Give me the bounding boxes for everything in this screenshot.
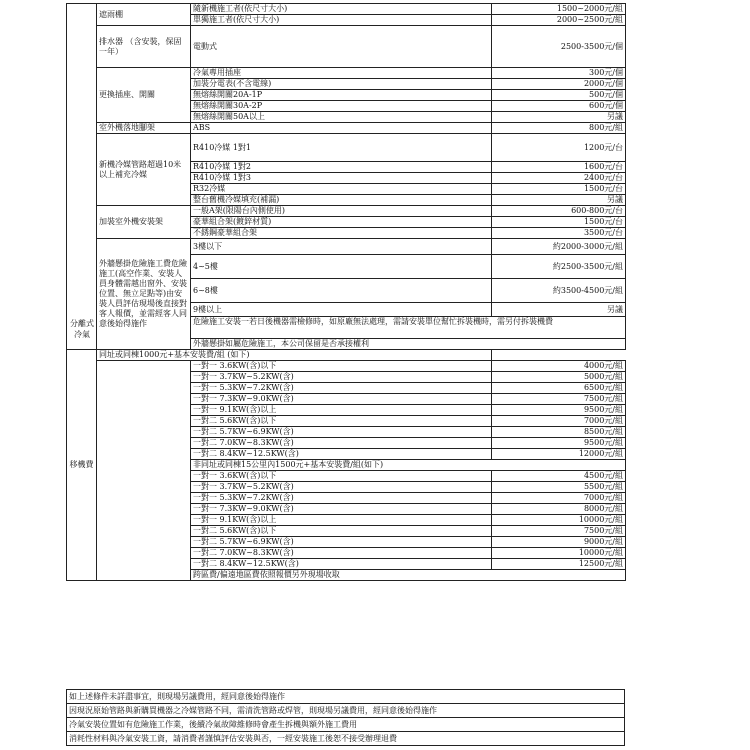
relocation-price: 12500元/組: [492, 559, 626, 570]
socket-item: 無熔絲開關30A-2P: [191, 101, 492, 112]
relocation-price: 8000元/組: [492, 504, 626, 515]
relocation-header-other: 非同址或同棟15公里內1500元+基本安裝費/組(如下): [191, 460, 626, 471]
hazard-item: 9樓以上: [191, 303, 492, 317]
shade-price: 1500~2000元/組: [492, 4, 626, 15]
socket-price: 300元/個: [492, 68, 626, 79]
refrigerant-price: 1200元/台: [492, 134, 626, 162]
relocation-price: 7500元/組: [492, 394, 626, 405]
relocation-price: 5000元/組: [492, 372, 626, 383]
relocation-item: 一對二 5.6KW(含)以下: [191, 416, 492, 427]
relocation-item: 一對二 7.0KW~8.3KW(含): [191, 548, 492, 559]
refrigerant-item: R32冷媒: [191, 184, 492, 195]
relocation-price: 4000元/組: [492, 361, 626, 372]
shade-price: 2000~2500元/組: [492, 15, 626, 26]
relocation-item: 一對一 9.1KW(含)以上: [191, 405, 492, 416]
hazard-price: 約2500-3500元/組: [492, 255, 626, 279]
note-line: 冷氣安裝位置如有危險施工作業，後續冷氣故障維修時會產生拆機與額外施工費用: [67, 718, 625, 732]
section-blank-top: [67, 4, 97, 350]
relocation-item: 一對二 5.6KW(含)以下: [191, 526, 492, 537]
refrigerant-price: 另議: [492, 195, 626, 206]
relocation-item: 一對一 3.7KW~5.2KW(含): [191, 372, 492, 383]
drain-label: 排水器 （含安裝，保固一年）: [97, 26, 191, 68]
socket-price: 2000元/個: [492, 79, 626, 90]
relocation-item: 一對二 8.4KW~12.5KW(含): [191, 559, 492, 570]
hazard-item: 6~8樓: [191, 279, 492, 303]
relocation-item: 一對一 3.6KW(含)以下: [191, 471, 492, 482]
drain-item: 電動式: [191, 26, 492, 68]
note-line: 消耗性材料與冷氣安裝工資，請消費者謹慎評估安裝與否，一經安裝施工後恕不接受辦理退費: [67, 732, 625, 746]
relocation-item: 一對一 3.7KW~5.2KW(含): [191, 482, 492, 493]
refrigerant-label: 新機冷媒管路超過10米以上補充冷媒: [97, 134, 191, 206]
relocation-price: 6500元/組: [492, 383, 626, 394]
bracket-price: 600-800元/台: [492, 206, 626, 217]
relocation-item: 一對二 5.7KW~6.9KW(含): [191, 537, 492, 548]
hazard-note-1b: [191, 328, 626, 339]
socket-item: 冷氣專用插座: [191, 68, 492, 79]
bracket-item: 不銹鋼豪華組合架: [191, 228, 492, 239]
refrigerant-item: R410冷媒 1對3: [191, 173, 492, 184]
hazard-price: 約2000-3000元/組: [492, 239, 626, 255]
socket-item: 無熔絲開關20A-1P: [191, 90, 492, 101]
refrigerant-price: 2400元/台: [492, 173, 626, 184]
relocation-item: 一對二 7.0KW~8.3KW(含): [191, 438, 492, 449]
hazard-price: 約3500-4500元/組: [492, 279, 626, 303]
relocation-price: 10000元/組: [492, 515, 626, 526]
socket-price: 另議: [492, 112, 626, 123]
socket-price: 500元/個: [492, 90, 626, 101]
relocation-price: 7000元/組: [492, 416, 626, 427]
relocation-footer: 跨區費/偏遠地區費依照報價另外現場收取: [191, 570, 626, 581]
relocation-price: 9500元/組: [492, 438, 626, 449]
stand-price: 800元/組: [492, 123, 626, 134]
relocation-item: 一對二 8.4KW~12.5KW(含): [191, 449, 492, 460]
shade-label: 遮雨棚: [97, 4, 191, 26]
relocation-header-same: 同址或同棟1000元+基本安裝費/組 (如下): [97, 350, 492, 361]
drain-price: 2500-3500元/個: [492, 26, 626, 68]
relocation-price: 10000元/組: [492, 548, 626, 559]
relocation-price: 9500元/組: [492, 405, 626, 416]
bracket-item: 一般A架(限陽台內側使用): [191, 206, 492, 217]
stand-item: ABS: [191, 123, 492, 134]
relocation-item: 一對二 5.7KW~6.9KW(含): [191, 427, 492, 438]
note-line: 如上述條件未詳盡事宜，則現場另議費用，經同意後始得施作: [67, 690, 625, 704]
relocation-item: 一對一 5.3KW~7.2KW(含): [191, 383, 492, 394]
section-blank-bottom: [97, 361, 191, 581]
bottom-notes: [66, 689, 625, 746]
price-table: [66, 3, 626, 581]
bracket-price: 3500元/台: [492, 228, 626, 239]
shade-item: 隨新機施工者(依尺寸大小): [191, 4, 492, 15]
refrigerant-price: 1600元/台: [492, 162, 626, 173]
socket-price: 600元/個: [492, 101, 626, 112]
hazard-item: 3樓以下: [191, 239, 492, 255]
bracket-price: 1500元/台: [492, 217, 626, 228]
relocation-item: 一對一 5.3KW~7.2KW(含): [191, 493, 492, 504]
refrigerant-price: 1500元/台: [492, 184, 626, 195]
relocation-price: 7500元/組: [492, 526, 626, 537]
refrigerant-item: 整台舊機冷媒填充(補漏): [191, 195, 492, 206]
hazard-note-2: 外牆懸掛如屬危險施工，本公司保留是否承接權利: [191, 339, 626, 350]
hazard-price: 另議: [492, 303, 626, 317]
hazard-item: 4~5樓: [191, 255, 492, 279]
relocation-item: 一對一 3.6KW(含)以下: [191, 361, 492, 372]
relocation-price: 8500元/組: [492, 427, 626, 438]
refrigerant-item: R410冷媒 1對2: [191, 162, 492, 173]
socket-item: 無熔絲開關50A以上: [191, 112, 492, 123]
bracket-label: 加裝室外機安裝架: [97, 206, 191, 239]
note-line: 因現況原始管路與新購買機器之冷媒管路不同，需清洗管路或焊管，則現場另議費用，經同意後始得施作: [67, 704, 625, 718]
relocation-price: 9000元/組: [492, 537, 626, 548]
shade-item: 單獨施工者(依尺寸大小): [191, 15, 492, 26]
relocation-label: 移機費: [67, 350, 97, 581]
hazard-label: 外牆懸掛危險施工費危險施工(高空作業、安裝人員身體需越出窗外、安裝位置、無立足點等)由安裝人員評估現場後直接對客人報價，並需經客人同意後始得施作: [97, 239, 191, 350]
relocation-item: 一對一 9.1KW(含)以上: [191, 515, 492, 526]
relocation-price: 4500元/組: [492, 471, 626, 482]
socket-label: 更換插座、開關: [97, 68, 191, 123]
bracket-item: 豪華組合架(鍍鋅材質): [191, 217, 492, 228]
relocation-price: 5500元/組: [492, 482, 626, 493]
relocation-item: 一對一 7.3KW~9.0KW(含): [191, 504, 492, 515]
relocation-item: 一對一 7.3KW~9.0KW(含): [191, 394, 492, 405]
section-label: 分離式冷氣: [70, 319, 94, 339]
relocation-price: 7000元/組: [492, 493, 626, 504]
hazard-note-1: 危險施工安裝一若日後機器需檢修時，如原廠無法處理，需請安裝單位幫忙拆裝機時，需另付拆裝機費: [191, 317, 626, 328]
stand-label: 室外機落地腳架: [97, 123, 191, 134]
socket-item: 加裝分電表(不含電線): [191, 79, 492, 90]
refrigerant-item: R410冷媒 1對1: [191, 134, 492, 162]
relocation-price: 12000元/組: [492, 449, 626, 460]
